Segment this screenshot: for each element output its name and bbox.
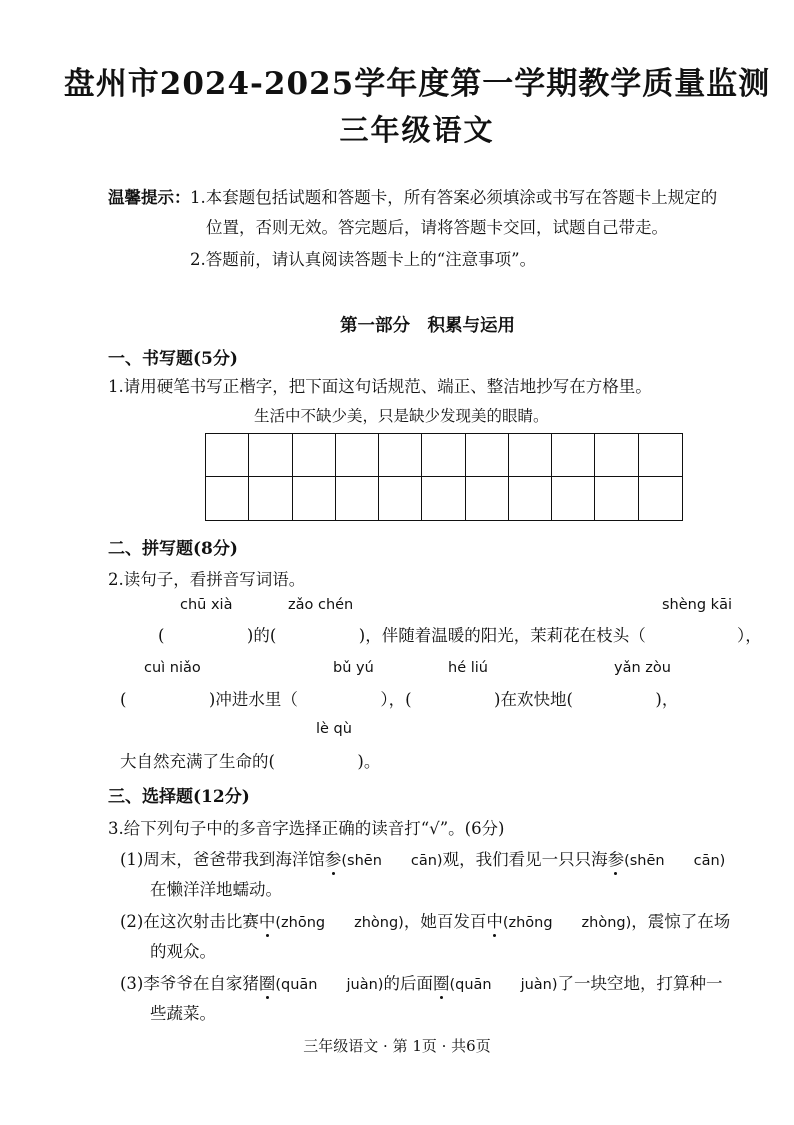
grid-cell[interactable] <box>422 434 465 477</box>
fill-line-1-end: ）， <box>737 626 762 645</box>
grid-cell[interactable] <box>466 477 509 520</box>
grid-cell[interactable] <box>249 434 292 477</box>
tips-line-1: 1.本套题包括试题和答题卡，所有答案必须填涂或书写在答题卡上规定的 <box>190 188 718 207</box>
grid-cell[interactable] <box>466 434 509 477</box>
pinyin-yan-zou: yǎn zòu <box>614 660 671 676</box>
item-text: 的后面 <box>383 974 433 993</box>
grid-cell[interactable] <box>552 477 595 520</box>
item-text: ，震惊了在场 <box>631 912 731 931</box>
grid-cell[interactable] <box>552 434 595 477</box>
grid-cell[interactable] <box>509 434 552 477</box>
grid-cell[interactable] <box>336 477 379 520</box>
grid-cell[interactable] <box>293 477 336 520</box>
item-number: (2) <box>120 912 144 931</box>
pinyin-he-liu: hé liú <box>448 660 488 676</box>
grid-cell[interactable] <box>249 477 292 520</box>
item-text: 在这次射击比赛 <box>143 912 259 931</box>
copy-sentence: 生活中不缺少美，只是缺少发现美的眼睛。 <box>254 407 549 425</box>
tips-line-3: 2.答题前，请认真阅读答题卡上的“注意事项”。 <box>190 250 537 269</box>
grid-cell[interactable] <box>293 434 336 477</box>
marked-char: 中 <box>259 908 276 932</box>
reading-options[interactable]: (shēn cān) <box>624 853 726 869</box>
page-footer: 三年级语文 · 第 1页 · 共6页 <box>303 1037 491 1055</box>
marked-char: 中 <box>486 908 503 932</box>
grid-cell[interactable] <box>379 477 422 520</box>
q3-item-3-cont: 些蔬菜。 <box>150 1004 216 1023</box>
grid-cell[interactable] <box>206 434 249 477</box>
item-text: 李爷爷在自家猪 <box>143 974 259 993</box>
pinyin-cui-niao: cuì niǎo <box>144 660 201 676</box>
question-2: 2.读句子，看拼音写词语。 <box>108 570 306 589</box>
fill-line-2: ( )冲进水里（ ），( )在欢快地( )， <box>120 690 679 709</box>
reading-options[interactable]: (zhōng zhòng) <box>275 915 404 931</box>
pinyin-bu-yu: bǔ yú <box>333 660 374 676</box>
pinyin-chu-xia: chū xià <box>180 597 233 613</box>
item-number: (3) <box>120 974 144 993</box>
question-1: 1.请用硬笔书写正楷字，把下面这句话规范、端正、整洁地抄写在方格里。 <box>108 377 652 396</box>
reading-options[interactable]: (zhōng zhòng) <box>502 915 632 931</box>
reading-options[interactable]: (quān juàn) <box>275 977 384 993</box>
grid-cell[interactable] <box>639 477 682 520</box>
pinyin-zao-chen: zǎo chén <box>288 597 354 613</box>
grid-cell[interactable] <box>595 434 638 477</box>
marked-char: 圈 <box>433 970 450 994</box>
q3-item-1-cont: 在懒洋洋地蠕动。 <box>150 880 282 899</box>
grid-cell[interactable] <box>379 434 422 477</box>
reading-options[interactable]: (quān juàn) <box>449 977 558 993</box>
fill-line-3: 大自然充满了生命的( )。 <box>120 752 381 771</box>
grid-cell[interactable] <box>422 477 465 520</box>
q3-item-2-cont: 的观众。 <box>150 942 216 961</box>
pinyin-sheng-kai: shèng kāi <box>662 597 732 613</box>
writing-grid <box>205 433 683 521</box>
part-title: 第一部分 积累与运用 <box>340 316 515 336</box>
grid-cell[interactable] <box>639 434 682 477</box>
marked-char: 参 <box>325 846 342 870</box>
reading-options[interactable]: (shēn cān) <box>341 853 443 869</box>
tips-label: 温馨提示： <box>108 188 191 207</box>
item-number: (1) <box>120 850 144 869</box>
marked-char: 圈 <box>259 970 276 994</box>
marked-char: 参 <box>608 846 625 870</box>
question-3: 3.给下列句子中的多音字选择正确的读音打“√”。(6分) <box>108 819 505 838</box>
q3-item-1 <box>120 846 725 870</box>
grid-cell[interactable] <box>336 434 379 477</box>
item-text: 了一块空地，打算种一 <box>557 974 723 993</box>
grid-cell[interactable] <box>206 477 249 520</box>
q3-item-2 <box>120 908 730 932</box>
exam-subject: 三年级语文 <box>339 113 495 147</box>
q3-item-3 <box>120 970 723 994</box>
pinyin-le-qu: lè qù <box>316 721 352 737</box>
item-text: 周末，爸爸带我到海洋馆 <box>143 850 325 869</box>
fill-line-1: ( )的( )，伴随着温暖的阳光，茉莉花在枝头（ <box>158 626 646 645</box>
grid-cell[interactable] <box>595 477 638 520</box>
tips-line-2: 位置，否则无效。答完题后，请将答题卡交回，试题自己带走。 <box>206 218 668 237</box>
section-2-title: 二、拼写题(8分) <box>108 539 238 559</box>
section-3-title: 三、选择题(12分) <box>108 787 250 807</box>
grid-cell[interactable] <box>509 477 552 520</box>
section-1-title: 一、书写题(5分) <box>108 349 238 369</box>
item-text: ，她百发百 <box>403 912 487 931</box>
exam-title: 盘州市2024-2025学年度第一学期教学质量监测 <box>63 66 771 102</box>
item-text: 观，我们看见一只只海 <box>442 850 608 869</box>
